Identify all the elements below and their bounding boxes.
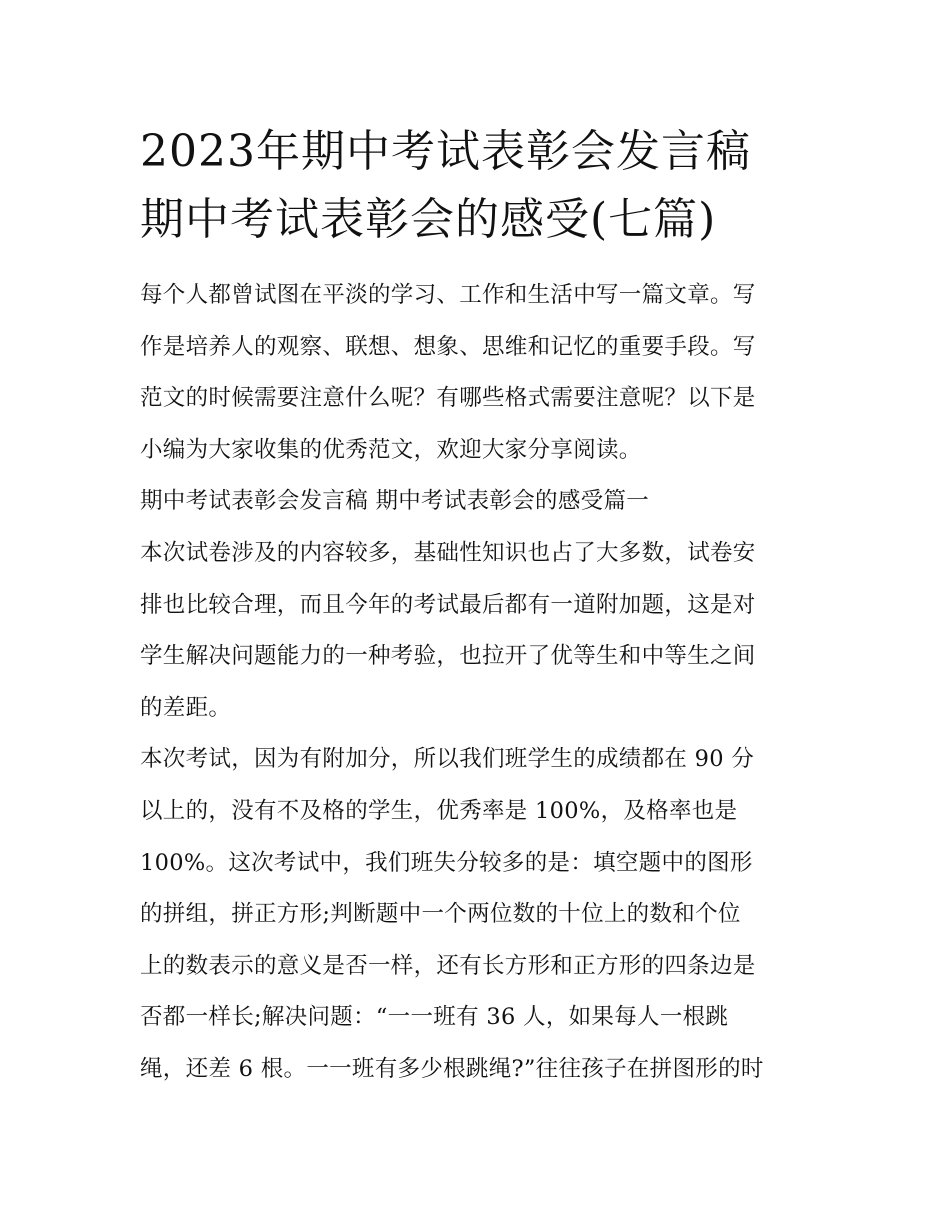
body-line: 本次试卷涉及的内容较多，基础性知识也占了大多数，试卷安 [140,539,756,566]
document-title [140,118,820,254]
body-line: 上的数表示的意义是否一样，还有长方形和正方形的四条边是 [140,952,756,979]
body-line: 100%。这次考试中，我们班失分较多的是：填空题中的图形 [140,849,753,876]
body-line: 范文的时候需要注意什么呢？有哪些格式需要注意呢？以下是 [140,385,756,412]
body-line: 绳，还差 6 根。一一班有多少根跳绳?”往往孩子在拼图形的时 [140,1055,764,1082]
body-line: 以上的，没有不及格的学生，优秀率是 100%，及格率也是 [140,797,738,824]
body-line: 的拼组，拼正方形;判断题中一个两位数的十位上的数和个位 [140,901,741,928]
title-line: 2023年期中考试表彰会发言稿 [140,126,751,177]
body-line: 学生解决问题能力的一种考验，也拉开了优等生和中等生之间 [140,643,756,670]
title-line: 期中考试表彰会的感受(七篇) [140,194,717,245]
body-line: 排也比较合理，而且今年的考试最后都有一道附加题，这是对 [140,591,756,618]
body-line: 作是培养人的观察、联想、想象、思维和记忆的重要手段。写 [140,333,756,360]
body-line: 的差距。 [140,694,232,721]
document-body [140,270,820,1096]
body-line: 每个人都曾试图在平淡的学习、工作和生活中写一篇文章。写 [140,282,756,308]
body-line: 小编为大家收集的优秀范文，欢迎大家分享阅读。 [140,436,642,463]
body-line: 否都一样长;解决问题：“一一班有 36 人，如果每人一根跳 [140,1004,729,1031]
body-line: 本次考试，因为有附加分，所以我们班学生的成绩都在 90 分 [140,746,755,773]
section-heading: 期中考试表彰会发言稿 期中考试表彰会的感受篇一 [140,488,650,515]
